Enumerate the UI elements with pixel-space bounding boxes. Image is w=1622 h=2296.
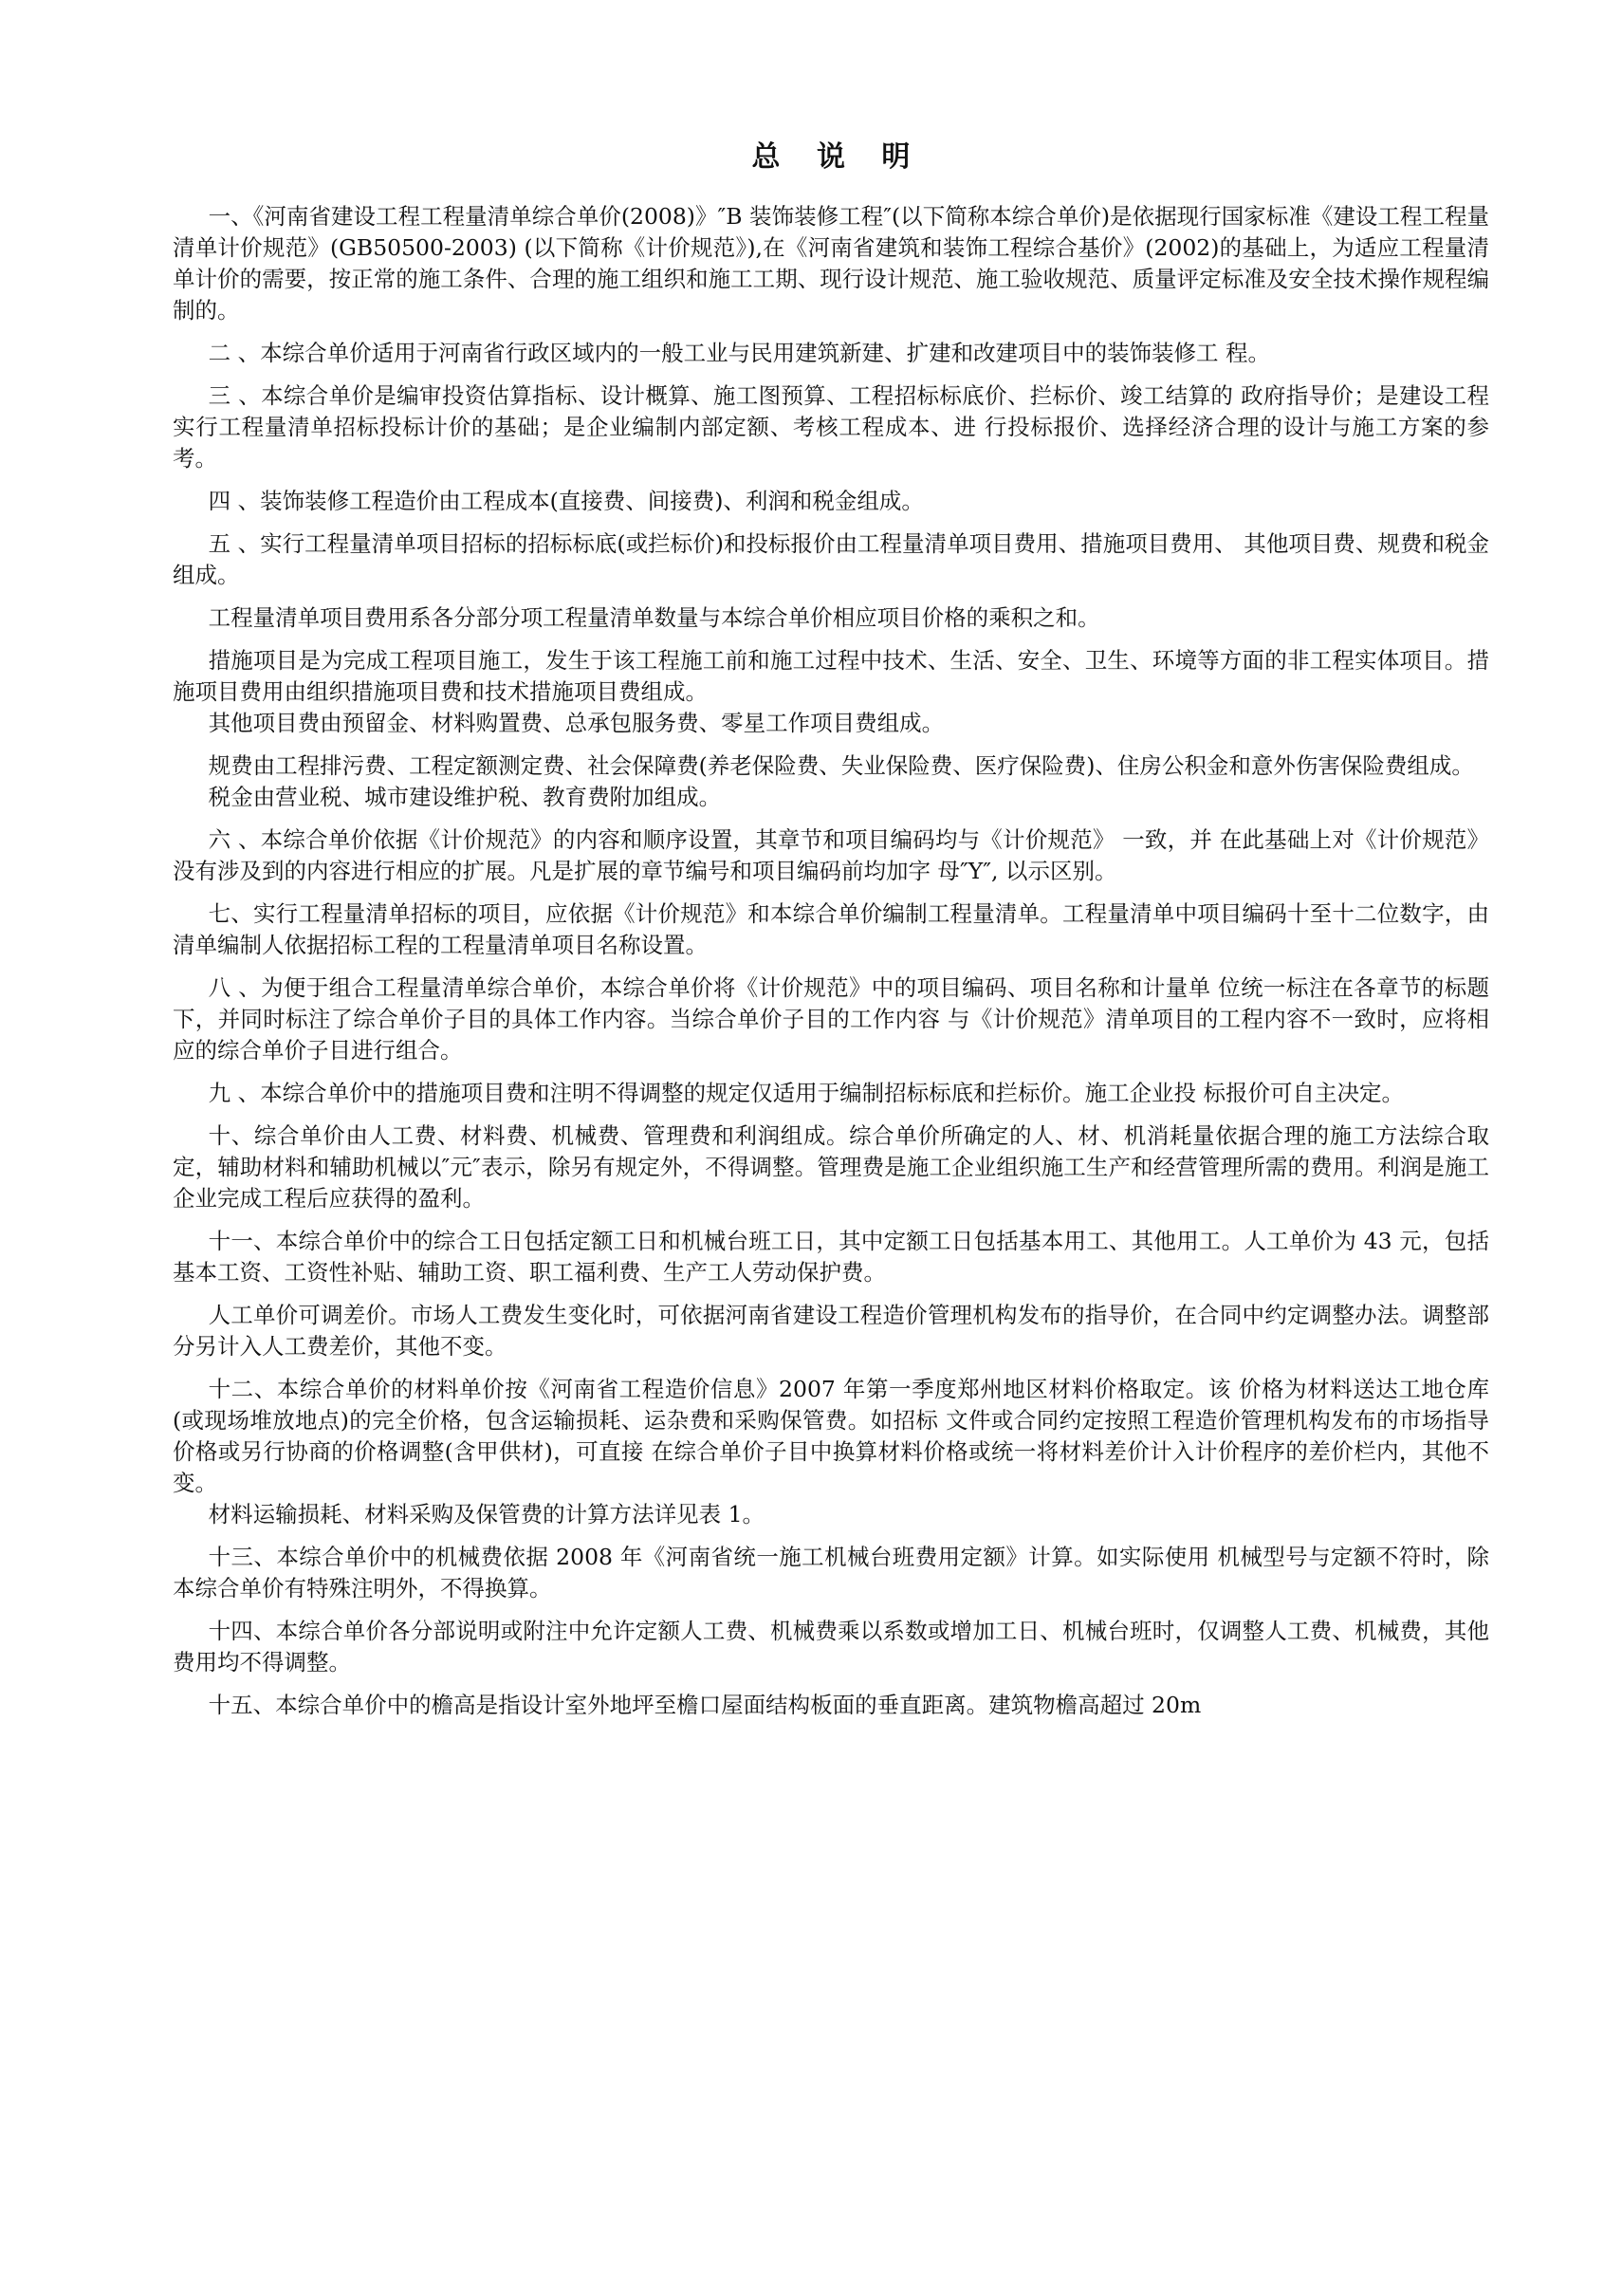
paragraph-1: 一、《河南省建设工程工程量清单综合单价(2008)》″B 装饰装修工程″(以下简称本综合单价)是依据现行国家标准《建设工程工程量清单计价规范》(GB50500-2003) (以下简称《计价规范》),在《河南省建筑和装饰工程综合基价》(2002)的基础上，为适应工程量清单计价的需要，按正常的施工条件、合理的施工组织和施工工期、现行设计规范、施工验收规范、质量评定标准及安全技术操作规程编制的。 — [173, 203, 1489, 324]
paragraph-17: 人工单价可调差价。市场人工费发生变化时，可依据河南省建设工程造价管理机构发布的指导价，在合同中约定调整办法。调整部分另计入人工费差价，其他不变。 — [173, 1302, 1489, 1360]
paragraph-4: 四 、装饰装修工程造价由工程成本(直接费、间接费)、利润和税金组成。 — [208, 488, 924, 514]
paragraph-3: 三 、本综合单价是编审投资估算指标、设计概算、施工图预算、工程招标标底价、拦标价、竣工结算的 政府指导价；是建设工程实行工程量清单招标投标计价的基础；是企业编制内部定额、考核工程成本、进 行投标报价、选择经济合理的设计与施工方案的参考。 — [173, 382, 1489, 472]
paragraph-12: 七、实行工程量清单招标的项目，应依据《计价规范》和本综合单价编制工程量清单。工程量清单中项目编码十至十二位数字，由清单编制人依据招标工程的工程量清单项目名称设置。 — [173, 900, 1489, 958]
paragraph-22: 十五、本综合单价中的檐高是指设计室外地坪至檐口屋面结构板面的垂直距离。建筑物檐高超过 20m — [208, 1692, 1202, 1718]
paragraph-9: 规费由工程排污费、工程定额测定费、社会保障费(养老保险费、失业保险费、医疗保险费)、住房公积金和意外伤害保险费组成。 — [208, 752, 1474, 779]
paragraph-18: 十二、本综合单价的材料单价按《河南省工程造价信息》2007 年第一季度郑州地区材料价格取定。该 价格为材料送达工地仓库(或现场堆放地点)的完全价格，包含运输损耗、运杂费和采购保管费。如招标 文件或合同约定按照工程造价管理机构发布的市场指导价格或另行协商的价格调整(含甲供材)，可直接 在综合单价子目中换算材料价格或统一将材料差价计入计价程序的差价栏内，其他不变。 — [173, 1376, 1489, 1496]
paragraph-16: 十一、本综合单价中的综合工日包括定额工日和机械台班工日，其中定额工日包括基本用工、其他用工。人工单价为 43 元，包括基本工资、工资性补贴、辅助工资、职工福利费、生产工人劳动保护费。 — [173, 1228, 1489, 1286]
paragraph-15: 十、综合单价由人工费、材料费、机械费、管理费和利润组成。综合单价所确定的人、材、机消耗量依据合理的施工方法综合取定，辅助材料和辅助机械以″元″表示，除另有规定外，不得调整。管理费是施工企业组织施工生产和经营管理所需的费用。利润是施工企业完成工程后应获得的盈利。 — [173, 1122, 1489, 1212]
paragraph-6: 工程量清单项目费用系各分部分项工程量清单数量与本综合单价相应项目价格的乘积之和。 — [208, 604, 1100, 631]
paragraph-8: 其他项目费由预留金、材料购置费、总承包服务费、零星工作项目费组成。 — [208, 710, 945, 736]
document-body — [173, 201, 1489, 1721]
paragraph-2: 二 、本综合单价适用于河南省行政区域内的一般工业与民用建筑新建、扩建和改建项目中的装饰装修工 程。 — [208, 340, 1271, 366]
paragraph-5: 五 、实行工程量清单项目招标的招标标底(或拦标价)和投标报价由工程量清单项目费用、措施项目费用、 其他项目费、规费和税金组成。 — [173, 530, 1489, 588]
paragraph-20: 十三、本综合单价中的机械费依据 2008 年《河南省统一施工机械台班费用定额》计算。如实际使用 机械型号与定额不符时，除本综合单价有特殊注明外，不得换算。 — [173, 1544, 1489, 1602]
paragraph-10: 税金由营业税、城市建设维护税、教育费附加组成。 — [208, 784, 722, 810]
paragraph-7: 措施项目是为完成工程项目施工，发生于该工程施工前和施工过程中技术、生活、安全、卫生、环境等方面的非工程实体项目。措施项目费用由组织措施项目费和技术措施项目费组成。 — [173, 647, 1489, 705]
page-title: 总 说 明 — [751, 140, 924, 174]
paragraph-19: 材料运输损耗、材料采购及保管费的计算方法详见表 1。 — [208, 1501, 765, 1528]
paragraph-13: 八 、为便于组合工程量清单综合单价，本综合单价将《计价规范》中的项目编码、项目名称和计量单 位统一标注在各章节的标题下，并同时标注了综合单价子目的具体工作内容。当综合单价子目的工作内容 与《计价规范》清单项目的工程内容不一致时，应将相应的综合单价子目进行组合。 — [173, 974, 1489, 1064]
paragraph-21: 十四、本综合单价各分部说明或附注中允许定额人工费、机械费乘以系数或增加工日、机械台班时，仅调整人工费、机械费，其他费用均不得调整。 — [173, 1618, 1489, 1676]
paragraph-14: 九 、本综合单价中的措施项目费和注明不得调整的规定仅适用于编制招标标底和拦标价。施工企业投 标报价可自主决定。 — [208, 1080, 1405, 1106]
document-page — [173, 133, 1489, 1721]
paragraph-11: 六 、本综合单价依据《计价规范》的内容和顺序设置，其章节和项目编码均与《计价规范》 一致，并 在此基础上对《计价规范》没有涉及到的内容进行相应的扩展。凡是扩展的章节编号和项目编码前均加字 母″Y″, 以示区别。 — [173, 826, 1489, 884]
